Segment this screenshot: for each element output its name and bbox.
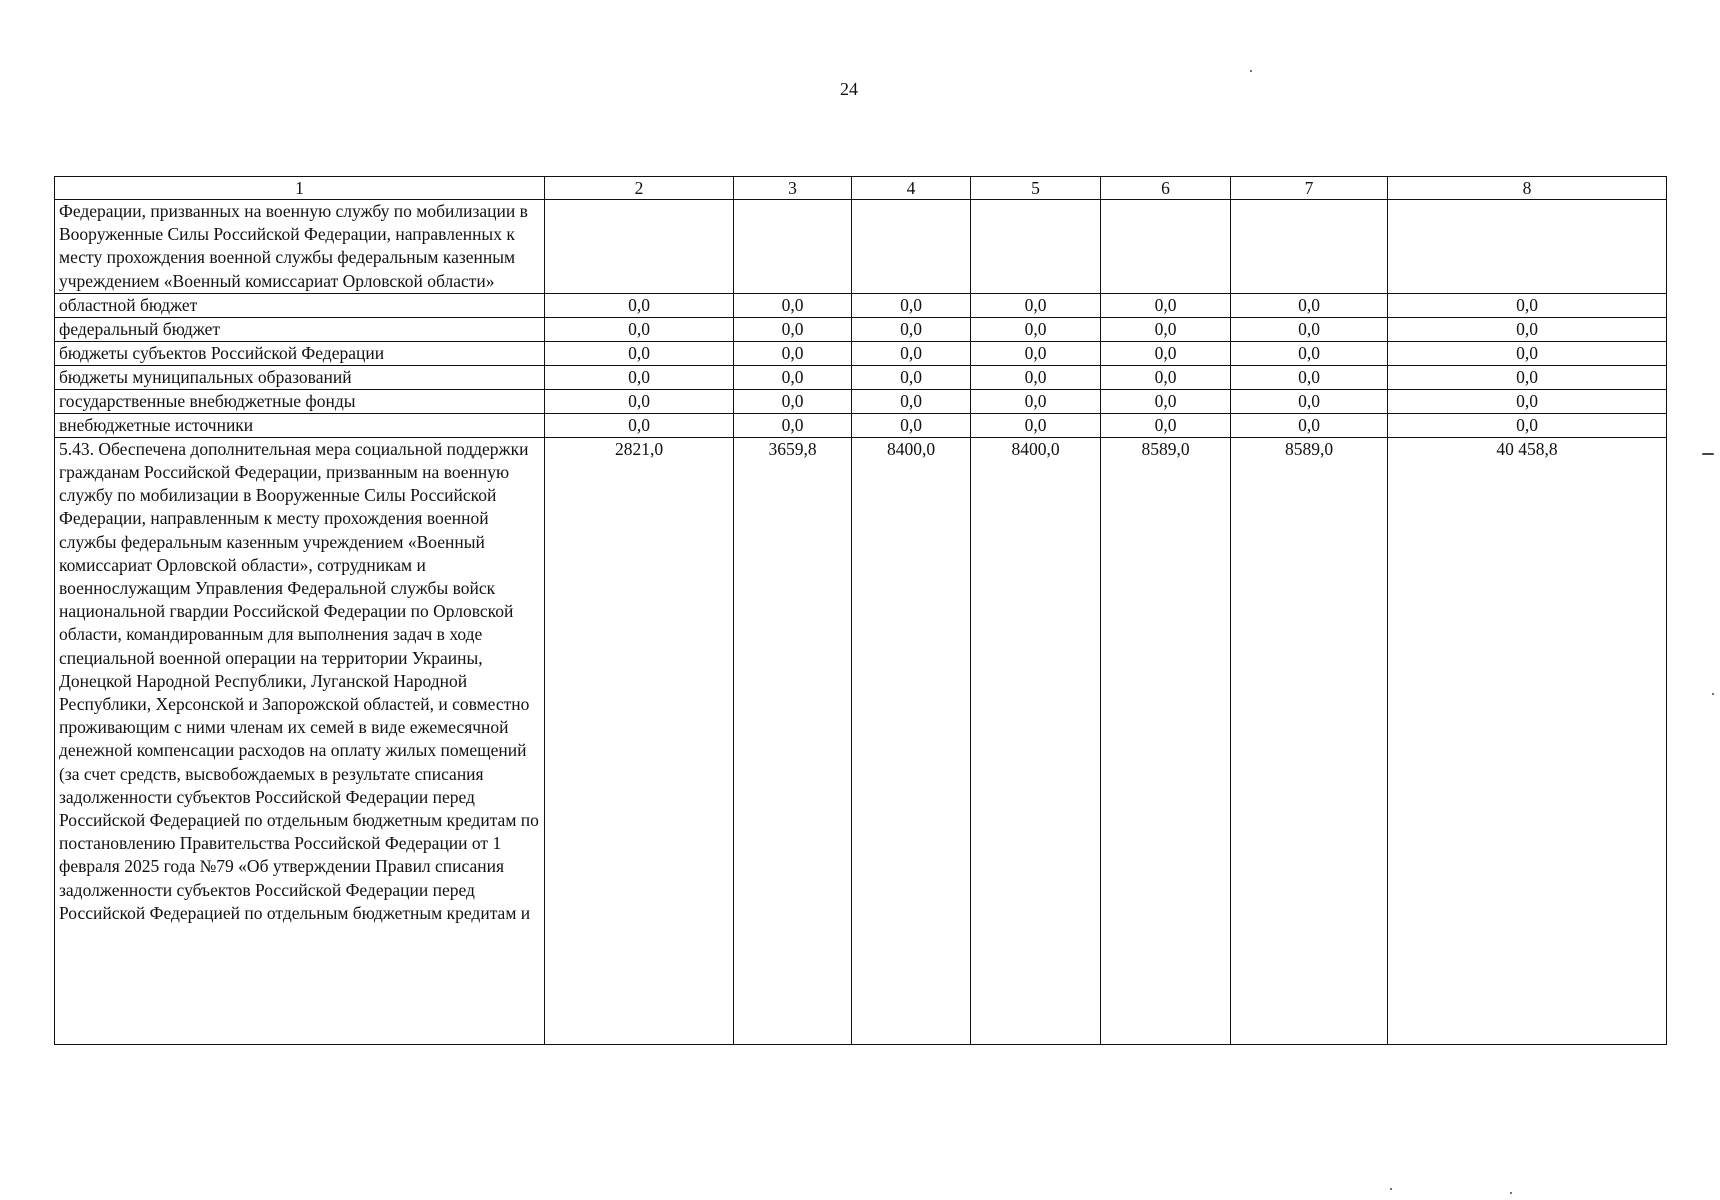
fund-label: бюджеты муниципальных образований [55, 365, 545, 389]
scan-speck [1390, 1188, 1392, 1190]
empty-cell [971, 200, 1101, 294]
column-header: 5 [971, 177, 1101, 200]
fund-label: внебюджетные источники [55, 413, 545, 437]
value-cell: 0,0 [545, 293, 734, 317]
value-cell: 0,0 [1388, 317, 1667, 341]
column-header: 7 [1231, 177, 1388, 200]
value-cell: 0,0 [1101, 317, 1231, 341]
empty-cell [852, 200, 971, 294]
column-header: 6 [1101, 177, 1231, 200]
column-header: 1 [55, 177, 545, 200]
budget-table [54, 176, 1667, 1045]
fund-label: бюджеты субъектов Российской Федерации [55, 341, 545, 365]
value-cell: 0,0 [734, 317, 852, 341]
scan-speck [1702, 453, 1714, 455]
value-cell: 0,0 [1231, 389, 1388, 413]
value-cell: 0,0 [734, 365, 852, 389]
fund-label: областной бюджет [55, 293, 545, 317]
value-cell: 0,0 [545, 365, 734, 389]
scan-speck [1250, 70, 1252, 72]
value-cell: 0,0 [1388, 293, 1667, 317]
value-cell: 0,0 [971, 293, 1101, 317]
value-cell: 0,0 [971, 365, 1101, 389]
value-cell: 8400,0 [852, 437, 971, 1044]
value-cell: 0,0 [545, 317, 734, 341]
value-cell: 0,0 [971, 317, 1101, 341]
value-cell: 0,0 [852, 389, 971, 413]
empty-cell [1231, 200, 1388, 294]
value-cell: 0,0 [1101, 293, 1231, 317]
measure-row-5-43 [55, 437, 1667, 1044]
value-cell: 0,0 [1231, 293, 1388, 317]
value-cell: 0,0 [1231, 413, 1388, 437]
value-cell: 0,0 [1231, 317, 1388, 341]
fund-row-state-funds [55, 389, 1667, 413]
value-cell: 0,0 [734, 341, 852, 365]
value-cell: 0,0 [1388, 413, 1667, 437]
value-cell: 0,0 [545, 389, 734, 413]
fund-row-extrabudgetary [55, 413, 1667, 437]
value-cell: 0,0 [1388, 365, 1667, 389]
value-cell: 0,0 [971, 413, 1101, 437]
fund-row-municipal [55, 365, 1667, 389]
fund-row-federal [55, 317, 1667, 341]
value-cell: 0,0 [1231, 341, 1388, 365]
value-cell: 0,0 [1101, 365, 1231, 389]
measure-description: 5.43. Обеспечена дополнительная мера социальной поддержки гражданам Российской Федерации, призванным на военную службу по мобилизации в Вооруженные Силы Российской Федерации, направленным к месту прохождения военной службы федеральным казенным учреждением «Военный комиссариат Орловской области», сотрудникам и военнослужащим Управления Федеральной службы войск национальной гвардии Российской Федерации по Орловской области, командированным для выполнения задач в ходе специальной военной операции на территории Украины, Донецкой Народной Республики, Луганской Народной Республики, Херсонской и Запорожской областей, и совместно проживающим с ними членам их семей в виде ежемесячной денежной компенсации расходов на оплату жилых помещений (за счет средств, высвобождаемых в результате списания задолженности субъектов Российской Федерации перед Российской Федерацией по отдельным бюджетным кредитам по постановлению Правительства Российской Федерации от 1 февраля 2025 года №79 «Об утверждении Правил списания задолженности субъектов Российской Федерации перед Российской Федерацией по отдельным бюджетным кредитам и [55, 437, 545, 1044]
fund-row-regional [55, 293, 1667, 317]
value-cell: 0,0 [852, 317, 971, 341]
fund-label: федеральный бюджет [55, 317, 545, 341]
value-cell: 0,0 [852, 293, 971, 317]
empty-cell [545, 200, 734, 294]
value-cell: 2821,0 [545, 437, 734, 1044]
value-cell: 0,0 [852, 413, 971, 437]
page-number: 24 [840, 79, 858, 99]
value-cell: 0,0 [545, 341, 734, 365]
value-cell: 40 458,8 [1388, 437, 1667, 1044]
value-cell: 3659,8 [734, 437, 852, 1044]
fund-label: государственные внебюджетные фонды [55, 389, 545, 413]
value-cell: 0,0 [1101, 341, 1231, 365]
value-cell: 0,0 [971, 341, 1101, 365]
column-header: 2 [545, 177, 734, 200]
continuation-text: Федерации, призванных на военную службу по мобилизации в Вооруженные Силы Российской Федерации, направленных к месту прохождения военной службы федеральным казенным учреждением «Военный комиссариат Орловской области» [55, 200, 545, 294]
value-cell: 0,0 [1101, 413, 1231, 437]
value-cell: 0,0 [734, 389, 852, 413]
value-cell: 0,0 [734, 413, 852, 437]
scan-speck [1712, 693, 1714, 695]
column-header: 8 [1388, 177, 1667, 200]
value-cell: 8589,0 [1231, 437, 1388, 1044]
value-cell: 8400,0 [971, 437, 1101, 1044]
value-cell: 0,0 [734, 293, 852, 317]
continuation-row [55, 200, 1667, 294]
empty-cell [1101, 200, 1231, 294]
value-cell: 0,0 [852, 341, 971, 365]
value-cell: 0,0 [1101, 389, 1231, 413]
value-cell: 0,0 [1388, 389, 1667, 413]
value-cell: 8589,0 [1101, 437, 1231, 1044]
value-cell: 0,0 [852, 365, 971, 389]
column-number-row [55, 177, 1667, 200]
value-cell: 0,0 [545, 413, 734, 437]
value-cell: 0,0 [1231, 365, 1388, 389]
empty-cell [734, 200, 852, 294]
fund-row-subjects [55, 341, 1667, 365]
value-cell: 0,0 [971, 389, 1101, 413]
value-cell: 0,0 [1388, 341, 1667, 365]
column-header: 3 [734, 177, 852, 200]
column-header: 4 [852, 177, 971, 200]
empty-cell [1388, 200, 1667, 294]
scan-speck [1510, 1192, 1512, 1194]
